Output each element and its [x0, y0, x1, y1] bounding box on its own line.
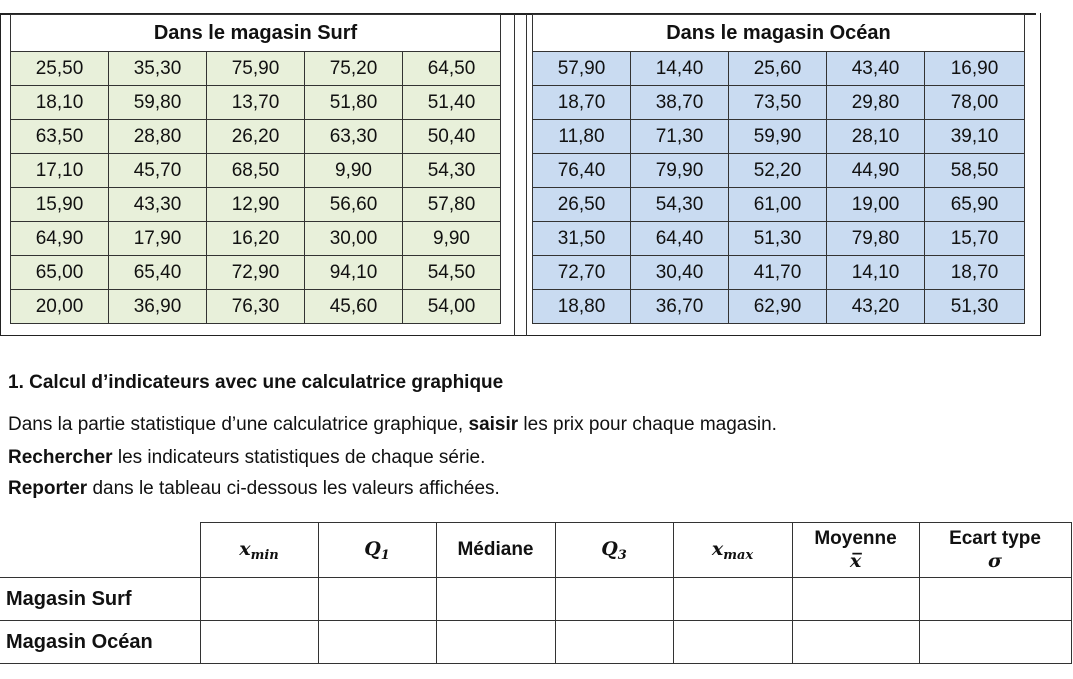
section-heading: 1. Calcul d’indicateurs avec une calculatrice graphique — [8, 372, 504, 393]
table-row — [11, 290, 501, 324]
table-row — [11, 86, 501, 120]
left-frame-line — [0, 13, 1, 336]
price-cell: 51,80 — [305, 86, 403, 120]
price-cell: 79,90 — [631, 154, 729, 188]
price-cell: 54,50 — [403, 256, 501, 290]
price-cell: 19,00 — [827, 188, 925, 222]
price-cell: 17,90 — [109, 222, 207, 256]
price-cell: 65,90 — [925, 188, 1025, 222]
price-cell: 15,90 — [11, 188, 109, 222]
surf-table-title: Dans le magasin Surf — [11, 15, 501, 52]
price-cell: 62,90 — [729, 290, 827, 324]
price-cell: 43,20 — [827, 290, 925, 324]
price-cell: 79,80 — [827, 222, 925, 256]
instruction-1: Dans la partie statistique d’une calculatrice graphique, saisir les prix pour chaque magasin. — [8, 414, 777, 435]
ocean-price-table — [532, 14, 1025, 324]
input-cell[interactable] — [318, 578, 436, 621]
ocean-table-body — [533, 52, 1025, 324]
price-cell: 57,80 — [403, 188, 501, 222]
input-cell[interactable] — [673, 578, 792, 621]
table-row — [11, 52, 501, 86]
price-cell: 56,60 — [305, 188, 403, 222]
price-cell: 26,50 — [533, 188, 631, 222]
price-cell: 54,30 — [403, 154, 501, 188]
input-cell[interactable] — [919, 578, 1071, 621]
price-cell: 45,70 — [109, 154, 207, 188]
price-cell: 18,70 — [925, 256, 1025, 290]
table-separator — [514, 14, 527, 336]
price-cell: 64,40 — [631, 222, 729, 256]
price-cell: 16,90 — [925, 52, 1025, 86]
price-cell: 36,70 — [631, 290, 729, 324]
price-cell: 64,50 — [403, 52, 501, 86]
price-cell: 65,40 — [109, 256, 207, 290]
price-cell: 72,90 — [207, 256, 305, 290]
header-mean: Moyenne x̅ — [792, 523, 919, 578]
price-cell: 72,70 — [533, 256, 631, 290]
input-cell[interactable] — [919, 621, 1071, 664]
right-frame-line — [1040, 13, 1041, 336]
price-cell: 35,30 — [109, 52, 207, 86]
price-cell: 54,00 — [403, 290, 501, 324]
price-cell: 16,20 — [207, 222, 305, 256]
row-label-surf: Magasin Surf — [0, 578, 200, 621]
price-cell: 76,40 — [533, 154, 631, 188]
price-cell: 57,90 — [533, 52, 631, 86]
price-cell: 78,00 — [925, 86, 1025, 120]
input-cell[interactable] — [673, 621, 792, 664]
price-cell: 61,00 — [729, 188, 827, 222]
price-cell: 17,10 — [11, 154, 109, 188]
price-cell: 63,30 — [305, 120, 403, 154]
table-row — [533, 256, 1025, 290]
price-cell: 71,30 — [631, 120, 729, 154]
ocean-table-title: Dans le magasin Océan — [533, 15, 1025, 52]
price-cell: 51,40 — [403, 86, 501, 120]
table-row — [533, 52, 1025, 86]
price-cell: 14,40 — [631, 52, 729, 86]
header-xmax: $x_{max}$ — [673, 523, 792, 578]
header-std: Ecart type σ — [919, 523, 1071, 578]
instruction-3: Reporter dans le tableau ci-dessous les valeurs affichées. — [8, 478, 500, 499]
price-cell: 51,30 — [925, 290, 1025, 324]
price-cell: 59,80 — [109, 86, 207, 120]
price-cell: 44,90 — [827, 154, 925, 188]
input-cell[interactable] — [792, 621, 919, 664]
input-cell[interactable] — [200, 621, 318, 664]
price-cell: 25,50 — [11, 52, 109, 86]
summary-table — [0, 522, 1072, 664]
price-cell: 36,90 — [109, 290, 207, 324]
price-cell: 73,50 — [729, 86, 827, 120]
table-row — [533, 222, 1025, 256]
summary-corner — [0, 523, 200, 578]
table-row — [11, 154, 501, 188]
price-cell: 50,40 — [403, 120, 501, 154]
price-cell: 58,50 — [925, 154, 1025, 188]
price-cell: 18,80 — [533, 290, 631, 324]
price-cell: 20,00 — [11, 290, 109, 324]
price-cell: 30,00 — [305, 222, 403, 256]
header-q1: $Q_1$ — [318, 523, 436, 578]
price-cell: 68,50 — [207, 154, 305, 188]
price-cell: 52,20 — [729, 154, 827, 188]
price-cell: 12,90 — [207, 188, 305, 222]
price-cell: 38,70 — [631, 86, 729, 120]
price-cell: 43,40 — [827, 52, 925, 86]
price-cell: 94,10 — [305, 256, 403, 290]
price-cell: 9,90 — [403, 222, 501, 256]
row-surf — [0, 578, 1071, 621]
price-cell: 65,00 — [11, 256, 109, 290]
price-cell: 15,70 — [925, 222, 1025, 256]
table-row — [11, 222, 501, 256]
header-xmin: $x_{min}$ — [200, 523, 318, 578]
price-cell: 26,20 — [207, 120, 305, 154]
price-cell: 18,70 — [533, 86, 631, 120]
price-cell: 30,40 — [631, 256, 729, 290]
price-cell: 11,80 — [533, 120, 631, 154]
input-cell[interactable] — [436, 578, 555, 621]
price-cell: 13,70 — [207, 86, 305, 120]
input-cell[interactable] — [555, 621, 673, 664]
price-cell: 14,10 — [827, 256, 925, 290]
price-cell: 28,10 — [827, 120, 925, 154]
price-cell: 75,20 — [305, 52, 403, 86]
price-cell: 18,10 — [11, 86, 109, 120]
row-label-ocean: Magasin Océan — [0, 621, 200, 664]
instruction-2: Rechercher les indicateurs statistiques de chaque série. — [8, 447, 486, 468]
price-cell: 64,90 — [11, 222, 109, 256]
table-row — [11, 188, 501, 222]
price-cell: 75,90 — [207, 52, 305, 86]
price-cell: 54,30 — [631, 188, 729, 222]
price-cell: 76,30 — [207, 290, 305, 324]
price-cell: 51,30 — [729, 222, 827, 256]
surf-table-body — [11, 52, 501, 324]
price-cell: 28,80 — [109, 120, 207, 154]
table-row — [11, 256, 501, 290]
table-row — [533, 188, 1025, 222]
price-cell: 39,10 — [925, 120, 1025, 154]
table-row — [533, 154, 1025, 188]
price-cell: 63,50 — [11, 120, 109, 154]
input-cell[interactable] — [792, 578, 919, 621]
price-cell: 43,30 — [109, 188, 207, 222]
surf-price-table — [10, 14, 501, 324]
price-cell: 41,70 — [729, 256, 827, 290]
table-row — [533, 120, 1025, 154]
table-row — [533, 290, 1025, 324]
price-cell: 9,90 — [305, 154, 403, 188]
header-q3: $Q_3$ — [555, 523, 673, 578]
price-cell: 25,60 — [729, 52, 827, 86]
header-median: Médiane — [436, 523, 555, 578]
table-row — [11, 120, 501, 154]
price-cell: 31,50 — [533, 222, 631, 256]
input-cell[interactable] — [555, 578, 673, 621]
row-ocean — [0, 621, 1071, 664]
input-cell[interactable] — [200, 578, 318, 621]
input-cell[interactable] — [318, 621, 436, 664]
price-cell: 59,90 — [729, 120, 827, 154]
input-cell[interactable] — [436, 621, 555, 664]
price-cell: 45,60 — [305, 290, 403, 324]
table-row — [533, 86, 1025, 120]
price-cell: 29,80 — [827, 86, 925, 120]
